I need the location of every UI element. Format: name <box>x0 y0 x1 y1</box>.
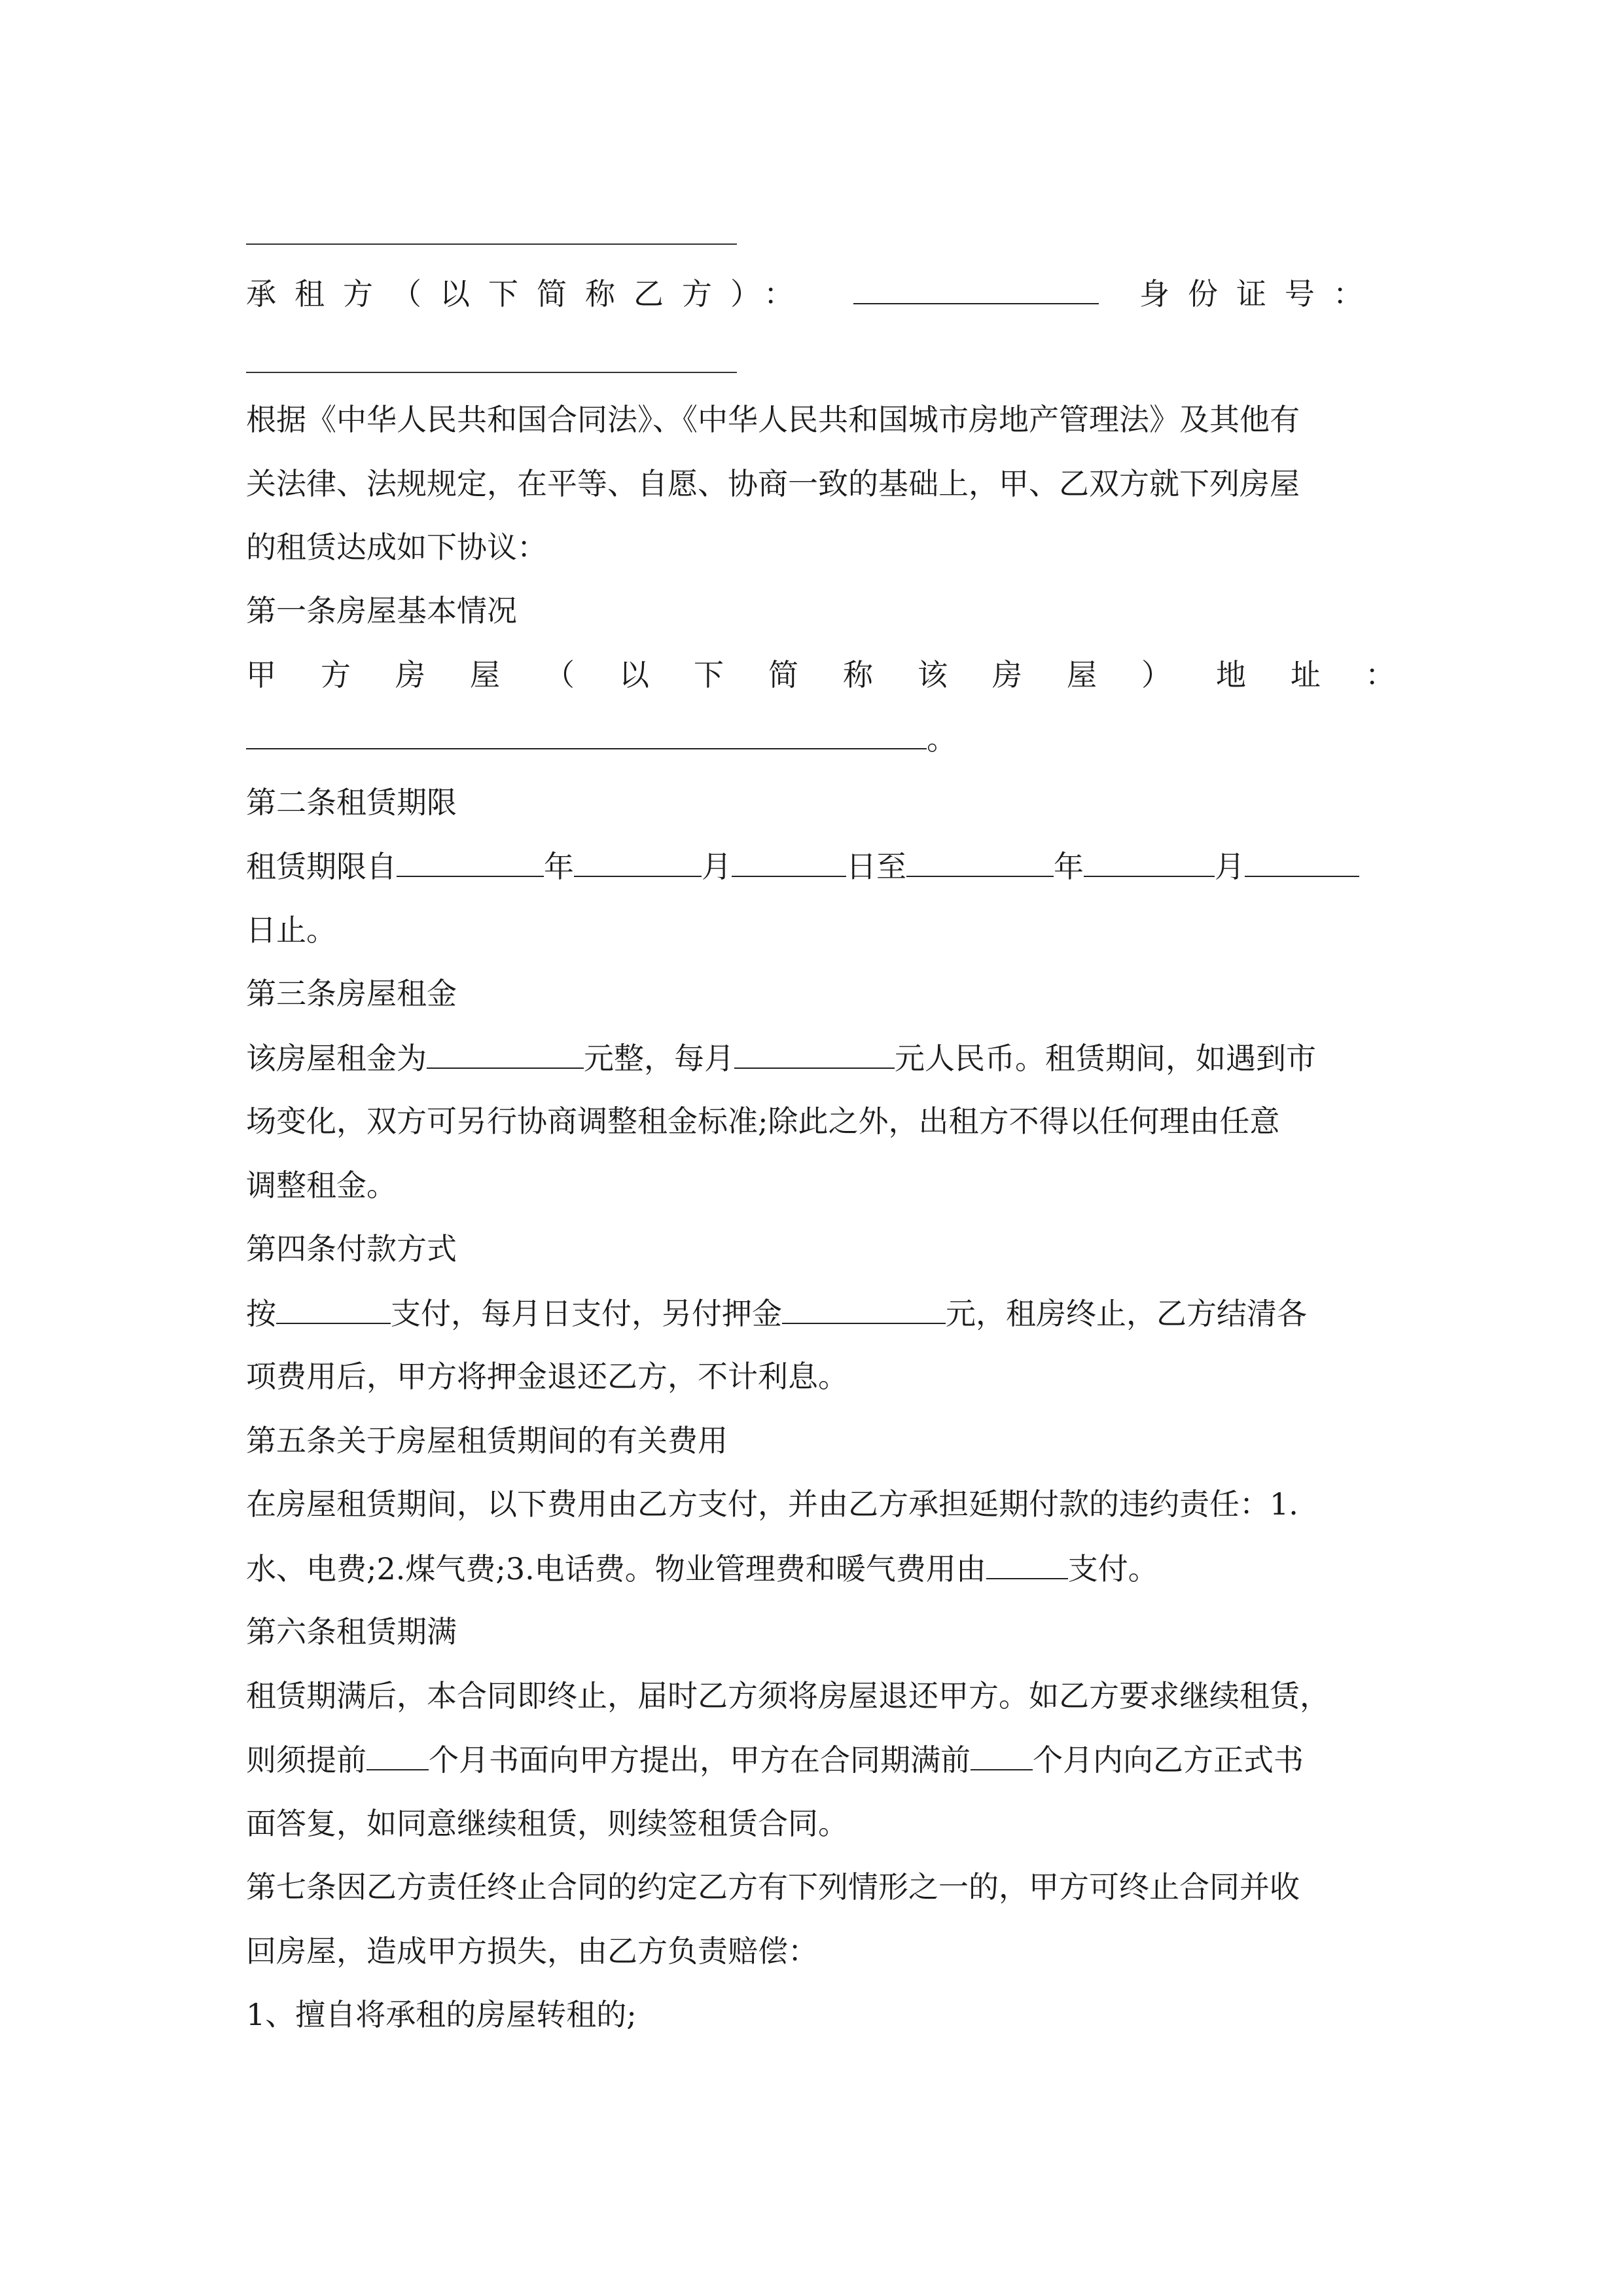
payment-text-b: 支付，每月日支付，另付押金 <box>391 1296 782 1331</box>
signature-rule-top <box>246 243 737 245</box>
expiry-line-3: 面答复，如同意继续租赁，则续签租赁合同。 <box>246 1806 848 1841</box>
start-day-blank[interactable] <box>732 846 846 877</box>
rent-line-2: 场变化，双方可另行协商调整租金标准;除此之外，出租方不得以任何理由任意 <box>246 1103 1280 1139</box>
end-month-label: 月 <box>1215 849 1245 884</box>
day-to-label: 日至 <box>846 849 906 884</box>
address-line <box>246 655 1440 695</box>
preamble-line-2: 关法律、法规规定，在平等、自愿、协商一致的基础上，甲、乙双方就下列房屋 <box>246 466 1300 501</box>
address-end: 。 <box>927 721 957 757</box>
fees-line-2 <box>246 1548 1382 1588</box>
expiry-text-a: 则须提前 <box>246 1742 366 1778</box>
expiry-text-b: 个月书面向甲方提出，甲方在合同期满前 <box>429 1742 971 1778</box>
reply-months-blank[interactable] <box>971 1739 1033 1770</box>
end-month-blank[interactable] <box>1084 846 1215 877</box>
address-blank-line <box>246 718 1382 759</box>
address-label: 甲方房屋（以下简称该房屋）地址： <box>246 657 1440 692</box>
term-end-line: 日止。 <box>246 912 336 948</box>
article-5-title: 第五条关于房屋租赁期间的有关费用 <box>246 1423 728 1458</box>
preamble-line-1: 根据《中华人民共和国合同法》、《中华人民共和国城市房地产管理法》及其他有 <box>246 402 1300 437</box>
lessee-line <box>246 273 1382 314</box>
preamble-line-3: 的租赁达成如下协议： <box>246 529 547 565</box>
termination-line-1: 第七条因乙方责任终止合同的约定乙方有下列情形之一的，甲方可终止合同并收 <box>246 1869 1300 1905</box>
lease-term-line <box>246 846 1382 886</box>
start-month-label: 月 <box>702 849 732 884</box>
id-number-rule <box>246 372 737 373</box>
termination-item-1: 1、擅自将承租的房屋转租的; <box>246 1997 637 2032</box>
start-year-blank[interactable] <box>397 846 544 877</box>
expiry-text-c: 个月内向乙方正式书 <box>1033 1742 1304 1778</box>
payment-line-1 <box>246 1293 1382 1333</box>
fees-text-a: 水、电费;2.煤气费;3.电话费。物业管理费和暖气费用由 <box>246 1551 986 1587</box>
rent-text-c: 元人民币。租赁期间，如遇到市 <box>895 1041 1316 1076</box>
fees-text-b: 支付。 <box>1067 1551 1158 1587</box>
rent-line-3: 调整租金。 <box>246 1168 397 1203</box>
rent-text-a: 该房屋租金为 <box>246 1041 427 1076</box>
fees-payer-blank[interactable] <box>986 1548 1068 1579</box>
termination-line-2: 回房屋，造成甲方损失，由乙方负责赔偿： <box>246 1933 818 1969</box>
lessee-name-blank[interactable] <box>853 273 1099 304</box>
rent-text-b: 元整，每月 <box>584 1041 734 1076</box>
fees-line-1: 在房屋租赁期间，以下费用由乙方支付，并由乙方承担延期付款的违约责任：1. <box>246 1486 1298 1522</box>
payment-method-blank[interactable] <box>276 1293 391 1324</box>
payment-text-a: 按 <box>246 1296 276 1331</box>
article-1-title: 第一条房屋基本情况 <box>246 593 517 628</box>
article-3-title: 第三条房屋租金 <box>246 976 457 1011</box>
lessee-label: 承租方（以下简称乙方）： <box>246 276 812 312</box>
address-blank[interactable] <box>246 718 927 749</box>
expiry-line-1: 租赁期满后，本合同即终止，届时乙方须将房屋退还甲方。如乙方要求继续租赁， <box>246 1678 1330 1713</box>
term-from: 租赁期限自 <box>246 849 397 884</box>
end-year-blank[interactable] <box>906 846 1054 877</box>
article-4-title: 第四条付款方式 <box>246 1231 457 1266</box>
start-year-label: 年 <box>544 849 574 884</box>
start-month-blank[interactable] <box>574 846 702 877</box>
expiry-line-2 <box>246 1739 1382 1780</box>
deposit-blank[interactable] <box>782 1293 946 1324</box>
id-number-label: 身份证号： <box>1139 276 1382 312</box>
notice-months-blank[interactable] <box>366 1739 429 1770</box>
article-2-title: 第二条租赁期限 <box>246 785 457 820</box>
end-year-label: 年 <box>1054 849 1084 884</box>
payment-line-2: 项费用后，甲方将押金退还乙方，不计利息。 <box>246 1359 848 1394</box>
rent-monthly-blank[interactable] <box>734 1037 895 1069</box>
rent-total-blank[interactable] <box>427 1037 584 1069</box>
end-day-blank[interactable] <box>1245 846 1359 877</box>
rent-line-1 <box>246 1037 1382 1078</box>
payment-text-c: 元，租房终止，乙方结清各 <box>946 1296 1307 1331</box>
article-6-title: 第六条租赁期满 <box>246 1614 457 1649</box>
